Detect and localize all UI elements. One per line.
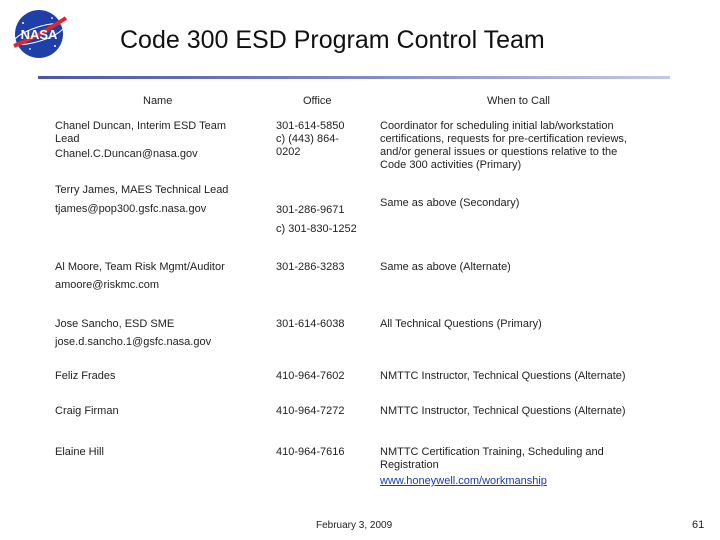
description-line: Same as above (Secondary) (380, 197, 520, 209)
phone-line: 410-964-7602 (276, 370, 345, 382)
phone-line: c) (443) 864- (276, 133, 339, 145)
office-phone-cell (276, 120, 345, 159)
logo-text: NASA (20, 27, 58, 42)
phone-line: c) 301-830-1252 (276, 223, 357, 235)
description-line: and/or general issues or questions relative to the (380, 146, 618, 158)
header-name: Name (143, 95, 173, 107)
page-title: Code 300 ESD Program Control Team (120, 26, 545, 54)
title-divider (38, 76, 670, 79)
when-to-call-cell (380, 197, 519, 210)
phone-line: 0202 (276, 146, 301, 158)
phone-line: 410-964-7616 (276, 446, 345, 458)
description-line: NMTTC Certification Training, Scheduling and (380, 446, 604, 458)
phone-line: 301-614-6038 (276, 318, 345, 330)
description-line: All Technical Questions (Primary) (380, 318, 542, 330)
office-phone-cell (276, 446, 345, 459)
when-to-call-cell (380, 446, 604, 488)
contact-name-cell (55, 184, 228, 216)
email-line[interactable]: Chanel.C.Duncan@nasa.gov (55, 148, 198, 160)
when-to-call-cell (380, 405, 626, 418)
description-line: Code 300 activities (Primary) (380, 159, 522, 171)
footer-date: February 3, 2009 (316, 520, 393, 531)
description-line: NMTTC Instructor, Technical Questions (Alternate) (380, 370, 626, 382)
contact-name-cell (55, 405, 119, 418)
description-line: Same as above (Alternate) (380, 261, 511, 273)
email-line[interactable]: tjames@pop300.gsfc.nasa.gov (55, 203, 207, 215)
contact-name-cell (55, 318, 211, 349)
when-to-call-cell (380, 261, 511, 274)
workmanship-link[interactable]: www.honeywell.com/workmanship (380, 475, 547, 487)
contact-name-cell (55, 446, 104, 459)
office-phone-cell (276, 370, 345, 383)
name-line: Al Moore, Team Risk Mgmt/Auditor (55, 261, 225, 273)
nasa-logo (8, 6, 70, 62)
when-to-call-cell (380, 318, 542, 331)
email-line[interactable]: amoore@riskmc.com (55, 279, 160, 291)
contact-name-cell (55, 120, 226, 161)
office-phone-cell (276, 261, 345, 274)
phone-line: 301-286-9671 (276, 204, 345, 216)
contact-name-cell (55, 261, 225, 292)
header-when-to-call: When to Call (487, 95, 550, 107)
office-phone-cell (276, 405, 345, 418)
when-to-call-cell (380, 370, 626, 383)
description-line: Coordinator for scheduling initial lab/workstation (380, 120, 614, 132)
office-phone-cell (276, 204, 357, 236)
phone-line: 301-614-5850 (276, 120, 345, 132)
contact-name-cell (55, 370, 116, 383)
header-office: Office (303, 95, 332, 107)
name-line: Feliz Frades (55, 370, 116, 382)
when-to-call-cell (380, 120, 627, 172)
office-phone-cell (276, 318, 345, 331)
name-line: Chanel Duncan, Interim ESD Team (55, 120, 226, 132)
phone-line: 410-964-7272 (276, 405, 345, 417)
description-line: certifications, requests for pre-certification reviews, (380, 133, 627, 145)
name-line: Craig Firman (55, 405, 119, 417)
page-number: 61 (692, 519, 705, 531)
name-line: Terry James, MAES Technical Lead (55, 184, 229, 196)
name-line: Elaine Hill (55, 446, 104, 458)
name-line: Jose Sancho, ESD SME (55, 318, 175, 330)
description-line: NMTTC Instructor, Technical Questions (Alternate) (380, 405, 626, 417)
name-line: Lead (55, 133, 80, 145)
phone-line: 301-286-3283 (276, 261, 345, 273)
email-line[interactable]: jose.d.sancho.1@gsfc.nasa.gov (55, 336, 212, 348)
description-line: Registration (380, 459, 439, 471)
